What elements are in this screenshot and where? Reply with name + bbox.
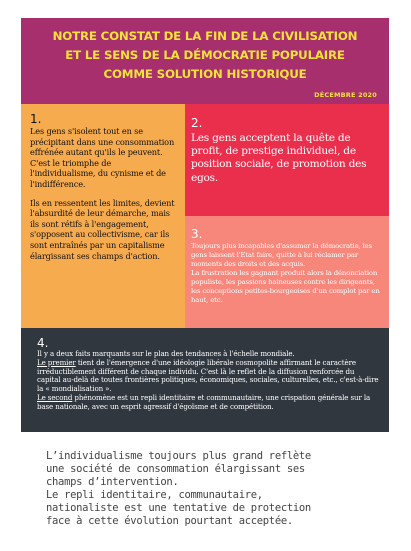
point-4-first-fact <box>37 359 379 394</box>
second-fact-text: phénomène est un repli identitaire et communautaire, une crispation générale sur la base nationale, avec un esprit agressif d'égoïsme et de compétition. <box>37 392 371 411</box>
point-2-number: 2. <box>191 116 203 130</box>
point-3-paragraph-1: Toujours plus incapables d'assumer la démocratie, les gens laissent l'Etat faire, quitte à lui réclamer par moments des droits et des acquis. <box>191 242 372 268</box>
first-fact-text: tient de l'émergence d'une idéologie libérale cosmopolite affirmant le caractère irréductiblement différent de chaque individu. C'est là le reflet de la diffusion renforcée du capital au-delà de toutes frontières politiques, économiques, sociales, culturelles, etc., c'est-à-dire la « mondialisation ». <box>37 357 379 394</box>
point-4-second-fact <box>37 394 379 412</box>
quote-line-6: face à cette évolution pourtant acceptée. <box>46 515 293 527</box>
poster-title-line-1: NOTRE CONSTAT DE LA FIN DE LA CIVILISATION <box>52 29 358 43</box>
point-1-number: 1. <box>30 112 42 126</box>
summary-quote <box>46 450 386 528</box>
poster-date: DÉCEMBRE 2020 <box>314 91 377 99</box>
point-3-paragraph-2: La frustration les gagnant produit alors la dénonciation populiste, les passions haineuses contre les dirigeants, les conceptions petites-bourgeoises d'un complot par en haut, etc. <box>191 269 380 304</box>
quote-line-4: Le repli identitaire, communautaire, <box>46 489 263 501</box>
poster-title-line-3: COMME SOLUTION HISTORIQUE <box>103 67 307 81</box>
quote-line-2: une société de consommation élargissant ses <box>46 463 305 475</box>
point-2-box <box>185 104 389 216</box>
quote-line-1: L’individualisme toujours plus grand reflète <box>46 450 311 462</box>
point-1-box <box>21 104 185 328</box>
point-4-number: 4. <box>37 336 49 350</box>
poster-header <box>21 18 389 104</box>
point-1-paragraph-1: Les gens s'isolent tout en se précipitant dans une consommation effrénée autant qu'ils le peuvent. C'est le triomphe de l'individualisme, du cynisme et de l'indifférence. <box>30 126 175 189</box>
point-1-paragraph-2: Ils en ressentent les limites, devient l'absurdité de leur démarche, mais ils sont rétifs à l'engagement, s'opposent au collectivisme, car ils sont entraînés par un capitalisme élargissant ses champs d'action. <box>30 197 175 261</box>
second-fact-label: Le second <box>37 392 73 402</box>
point-2-text: Les gens acceptent la quête de profit, de prestige individuel, de position sociale, de promotion des egos. <box>191 132 367 184</box>
point-3-number: 3. <box>191 227 203 241</box>
point-4-box <box>21 328 389 432</box>
first-fact-label: Le premier <box>37 357 76 367</box>
poster <box>21 18 389 432</box>
quote-line-3: champs d’intervention. <box>46 476 179 488</box>
quote-line-5: nationaliste est une tentative de protection <box>46 502 311 514</box>
point-3-box <box>185 216 389 328</box>
poster-title-line-2: ET LE SENS DE LA DÉMOCRATIE POPULAIRE <box>65 48 345 62</box>
point-4-intro: Il y a deux faits marquants sur le plan des tendances à l'échelle mondiale. <box>37 349 295 358</box>
